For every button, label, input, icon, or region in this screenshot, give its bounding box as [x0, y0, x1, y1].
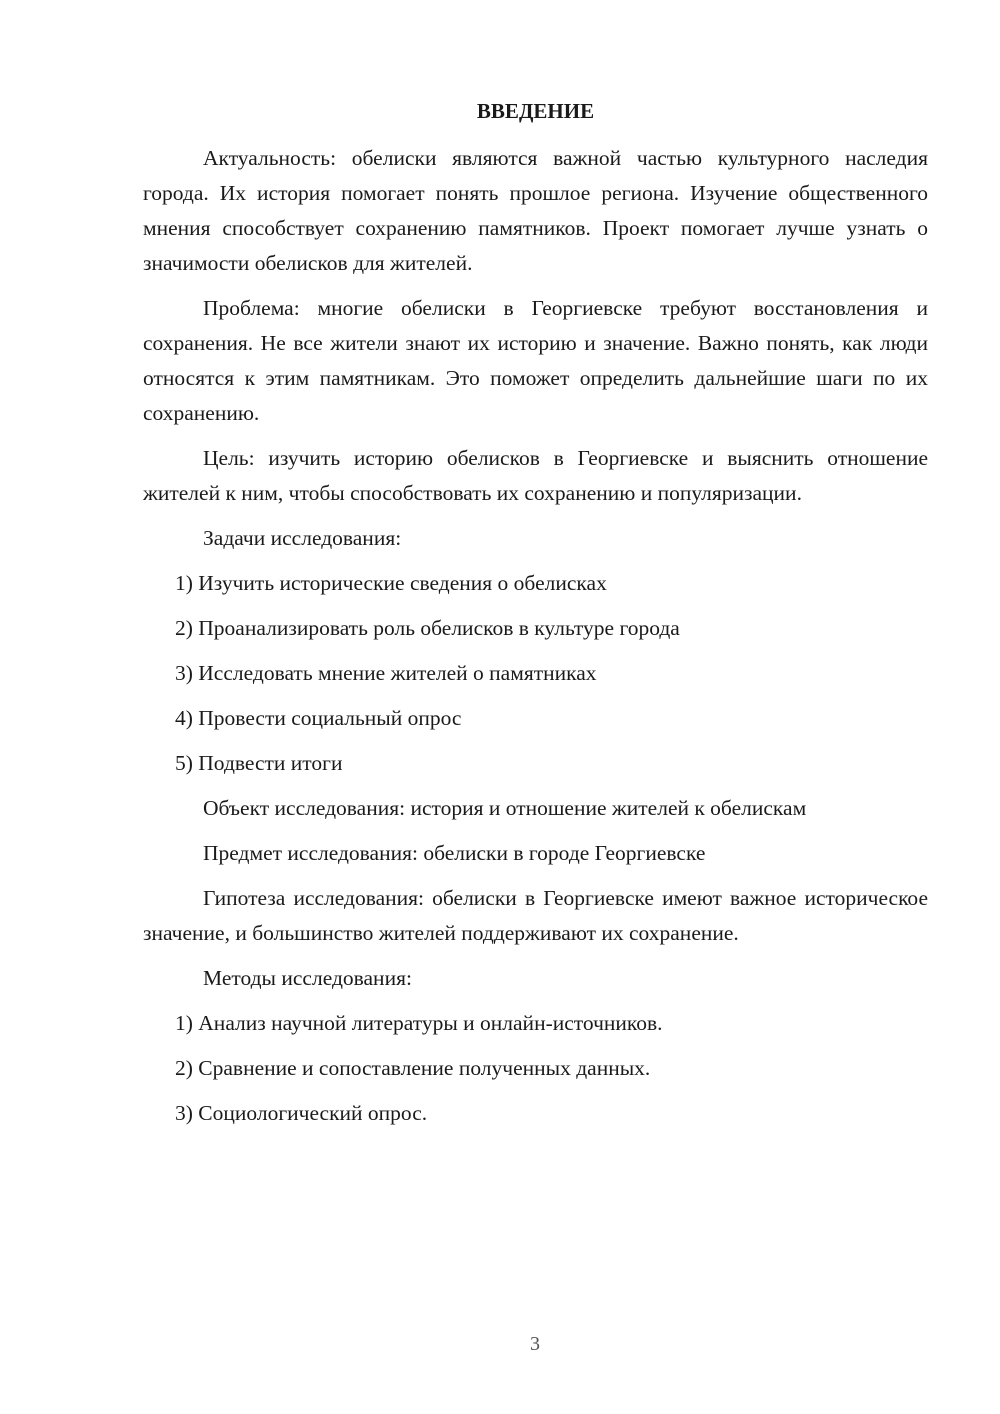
methods-heading: Методы исследования: — [203, 966, 412, 990]
page-number: 3 — [530, 1333, 540, 1355]
task-item: 2) Проанализировать роль обелисков в культуре города — [175, 616, 680, 640]
method-item: 1) Анализ научной литературы и онлайн-источников. — [175, 1011, 663, 1035]
subject-line: Предмет исследования: обелиски в городе Георгиевске — [203, 841, 706, 865]
document-page — [143, 95, 928, 1141]
method-item: 3) Социологический опрос. — [175, 1101, 428, 1125]
problem-paragraph: Проблема: многие обелиски в Георгиевске требуют восстановления и сохранения. Не все жители знают их историю и значение. Важно понять, как люди относятся к этим памятникам. Это поможет определить дальнейшие шаги по их сохранению. — [143, 296, 928, 425]
relevance-paragraph: Актуальность: обелиски являются важной частью культурного наследия города. Их история помогает понять прошлое региона. Изучение общественного мнения способствует сохранению памятников. Проект помогает лучше узнать о значимости обелисков для жителей. — [143, 146, 928, 275]
object-line: Объект исследования: история и отношение жителей к обелискам — [203, 796, 807, 820]
goal-paragraph: Цель: изучить историю обелисков в Георгиевске и выяснить отношение жителей к ним, чтобы способствовать их сохранению и популяризации. — [143, 446, 928, 505]
method-item: 2) Сравнение и сопоставление полученных данных. — [175, 1056, 651, 1080]
task-item: 5) Подвести итоги — [175, 751, 343, 775]
page-title: ВВЕДЕНИЕ — [476, 99, 595, 123]
hypothesis-paragraph: Гипотеза исследования: обелиски в Георгиевске имеют важное историческое значение, и большинство жителей поддерживают их сохранение. — [143, 886, 928, 945]
tasks-heading: Задачи исследования: — [203, 526, 402, 550]
task-item: 3) Исследовать мнение жителей о памятниках — [175, 661, 597, 685]
task-item: 4) Провести социальный опрос — [175, 706, 462, 730]
task-item: 1) Изучить исторические сведения о обелисках — [175, 571, 607, 595]
